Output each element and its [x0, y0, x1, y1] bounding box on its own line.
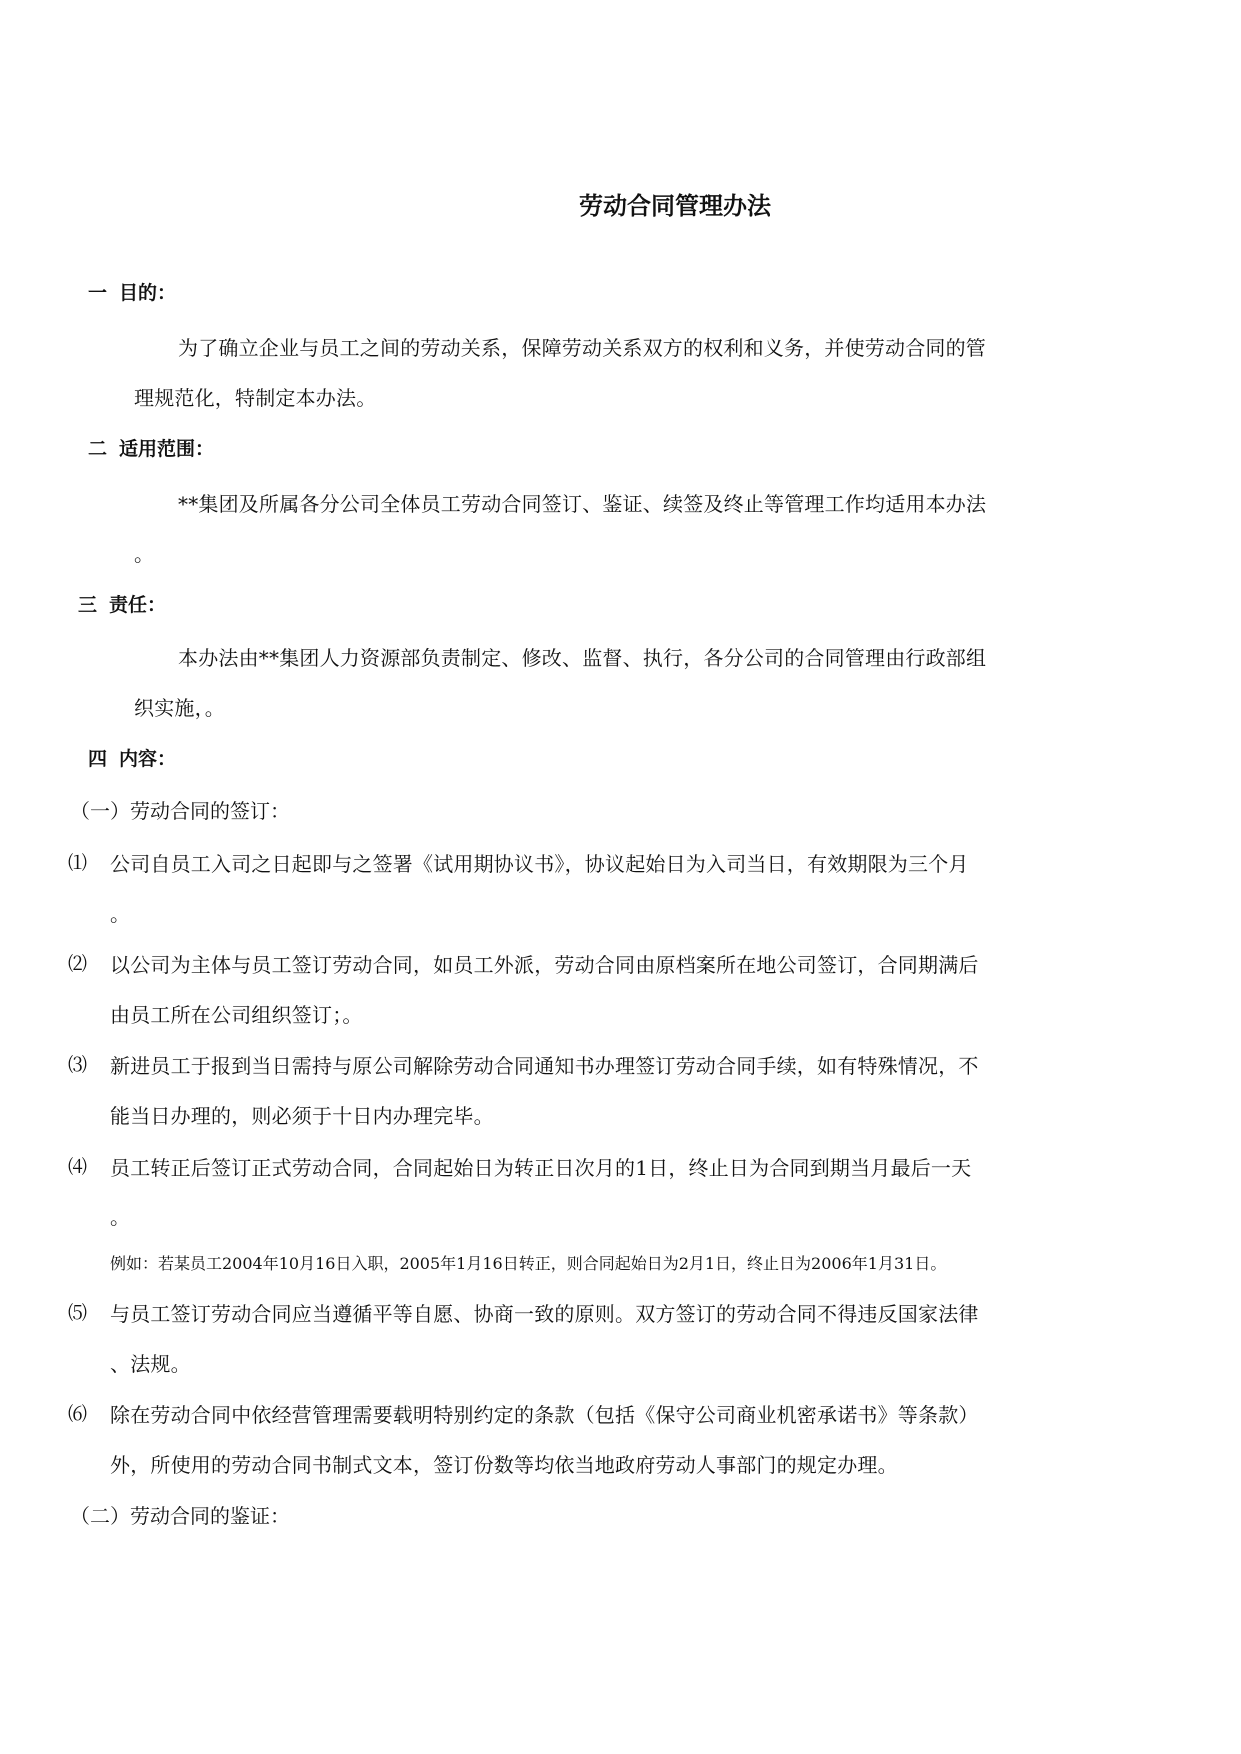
item-line: 与员工签订劳动合同应当遵循平等自愿、协商一致的原则。双方签订的劳动合同不得违反国家法律: [110, 1302, 979, 1326]
example-note: 例如：若某员工2004年10月16日入职，2005年1月16日转正，则合同起始日为2月1日，终止日为2006年1月31日。: [110, 1254, 947, 1273]
item-line: 。: [110, 1205, 131, 1229]
section-heading-purpose: [88, 278, 176, 305]
section-number: 四: [88, 748, 108, 770]
section-heading-scope: [88, 434, 214, 461]
subsection-heading-signing: （一）劳动合同的签订：: [70, 799, 290, 823]
document-title: 劳动合同管理办法: [579, 192, 771, 220]
paragraph-line: 。: [134, 542, 155, 566]
item-line: 公司自员工入司之日起即与之签署《试用期协议书》，协议起始日为入司当日，有效期限为三个月: [110, 852, 969, 876]
section-title: 内容：: [119, 748, 177, 770]
item-number: ⑶: [68, 1054, 88, 1076]
section-number: 一: [88, 282, 108, 304]
item-number: ⑵: [68, 953, 88, 975]
item-line: 以公司为主体与员工签订劳动合同，如员工外派，劳动合同由原档案所在地公司签订，合同期满后: [110, 953, 979, 977]
item-line: 、法规。: [110, 1352, 191, 1376]
section-number: 三: [78, 594, 98, 616]
item-line: 员工转正后签订正式劳动合同，合同起始日为转正日次月的1日，终止日为合同到期当月最后一天: [110, 1156, 972, 1180]
item-line: 由员工所在公司组织签订；。: [110, 1003, 363, 1027]
paragraph-line: 为了确立企业与员工之间的劳动关系，保障劳动关系双方的权利和义务，并使劳动合同的管: [178, 336, 986, 360]
item-line: 能当日办理的，则必须于十日内办理完毕。: [110, 1104, 494, 1128]
section-number: 二: [88, 438, 108, 460]
item-number: ⑷: [68, 1156, 88, 1178]
section-title: 适用范围：: [119, 438, 215, 460]
section-title: 目的：: [119, 282, 177, 304]
section-title: 责任：: [109, 594, 167, 616]
section-heading-responsibility: [78, 590, 166, 617]
paragraph-line: 理规范化，特制定本办法。: [134, 386, 377, 410]
paragraph-line: 本办法由**集团人力资源部负责制定、修改、监督、执行，各分公司的合同管理由行政部组: [178, 646, 987, 670]
paragraph-line: 织实施，。: [134, 696, 225, 720]
item-number: ⑸: [68, 1302, 88, 1324]
item-number: ⑹: [68, 1403, 88, 1425]
section-heading-content: [88, 744, 176, 771]
item-line: 除在劳动合同中依经营管理需要载明特别约定的条款（包括《保守公司商业机密承诺书》等条款）: [110, 1403, 979, 1427]
subsection-heading-verification: （二）劳动合同的鉴证：: [70, 1504, 290, 1528]
paragraph-line: **集团及所属各分公司全体员工劳动合同签订、鉴证、续签及终止等管理工作均适用本办法: [178, 492, 987, 516]
item-line: 新进员工于报到当日需持与原公司解除劳动合同通知书办理签订劳动合同手续，如有特殊情况，不: [110, 1054, 979, 1078]
item-line: 。: [110, 902, 131, 926]
item-number: ⑴: [68, 852, 88, 874]
item-line: 外，所使用的劳动合同书制式文本，签订份数等均依当地政府劳动人事部门的规定办理。: [110, 1453, 898, 1477]
